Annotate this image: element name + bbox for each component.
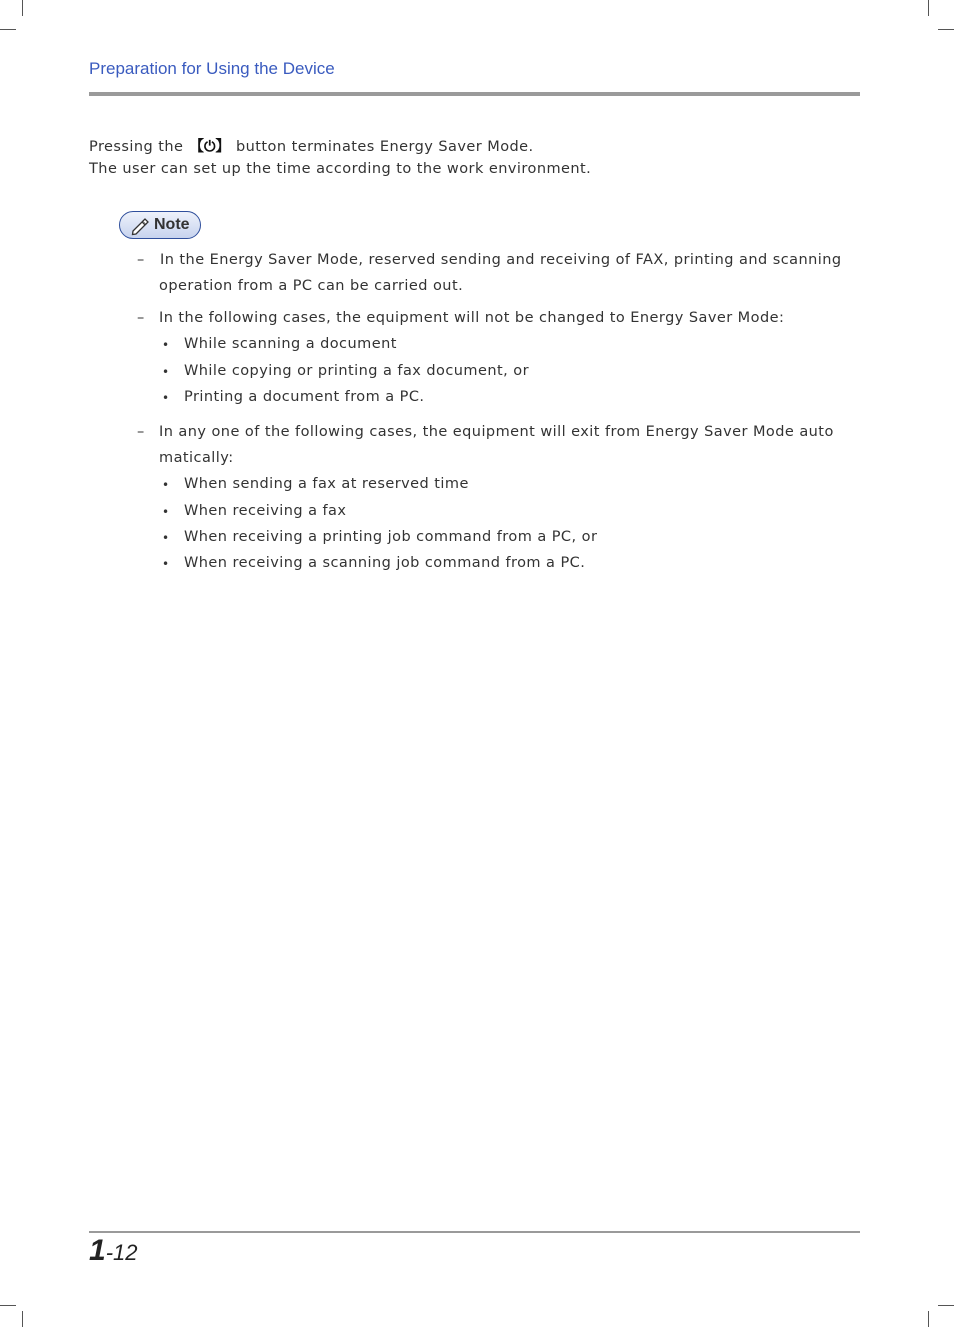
crop-mark [928, 1311, 929, 1327]
crop-mark [22, 1311, 23, 1327]
bullet-marker: • [162, 391, 170, 405]
crop-mark [928, 0, 929, 16]
page-chapter-number: 1 [89, 1234, 106, 1267]
intro-line-1 [89, 135, 534, 156]
note-item-3-line-1: In any one of the following cases, the equipment will exit from Energy Saver Mode auto [159, 424, 834, 440]
note-badge [119, 211, 201, 239]
note-item-3-line-2: matically: [159, 450, 234, 466]
bullet-marker: • [162, 557, 170, 571]
power-button-icon: 【⏻】 [189, 139, 230, 155]
page-header-title: Preparation for Using the Device [89, 59, 335, 78]
intro-text-after: button terminates Energy Saver Mode. [230, 139, 534, 155]
list-item: When receiving a printing job command from a PC, or [184, 529, 598, 545]
list-item: When receiving a fax [184, 503, 347, 519]
bullet-marker: • [162, 531, 170, 545]
list-item: When sending a fax at reserved time [184, 476, 469, 492]
bullet-marker: • [162, 338, 170, 352]
note-item-2-line-1: In the following cases, the equipment will not be changed to Energy Saver Mode: [159, 310, 785, 326]
list-item: While copying or printing a fax document, or [184, 363, 530, 379]
note-label: Note [154, 216, 190, 233]
note-dash: – [137, 310, 145, 326]
crop-mark [938, 1305, 954, 1306]
list-item: While scanning a document [184, 336, 397, 352]
page-number [89, 1234, 137, 1268]
note-item-1-line-1: In the Energy Saver Mode, reserved sending and receiving of FAX, printing and scanning [160, 252, 842, 268]
intro-text-before: Pressing the [89, 139, 189, 155]
intro-line-2: The user can set up the time according to the work environment. [89, 161, 592, 177]
crop-mark [938, 29, 954, 30]
page-sub-number: -12 [105, 1240, 138, 1265]
note-item-1-line-2: operation from a PC can be carried out. [159, 278, 464, 294]
note-dash: – [137, 424, 145, 440]
footer-divider [89, 1231, 860, 1233]
note-dash: – [137, 252, 145, 268]
bullet-marker: • [162, 478, 170, 492]
crop-mark [22, 0, 23, 16]
list-item: When receiving a scanning job command from a PC. [184, 555, 586, 571]
bullet-marker: • [162, 365, 170, 379]
crop-mark [0, 1305, 16, 1306]
pencil-icon [130, 216, 150, 236]
bullet-marker: • [162, 505, 170, 519]
header-divider [89, 92, 860, 96]
crop-mark [0, 29, 16, 30]
list-item: Printing a document from a PC. [184, 389, 425, 405]
